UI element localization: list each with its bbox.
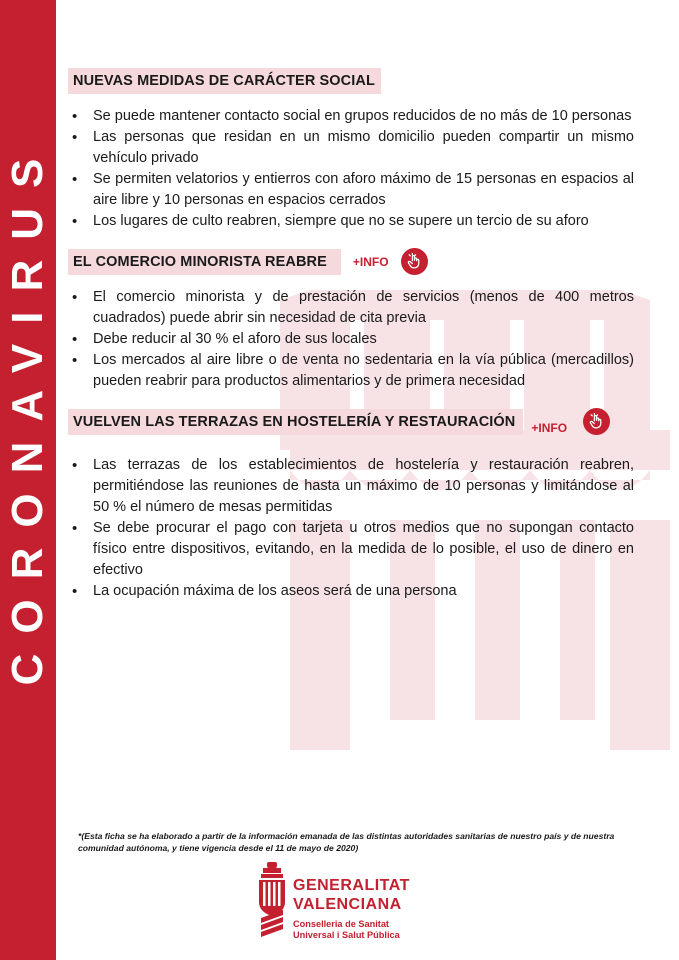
side-banner-text: CORONAVIRUS — [3, 138, 52, 686]
logo-sub-line-1: Conselleria de Sanitat — [293, 919, 389, 929]
section-title: NUEVAS MEDIDAS DE CARÁCTER SOCIAL — [68, 68, 381, 94]
list-item: • Se puede mantener contacto social en grupos reducidos de no más de 10 personas — [68, 106, 634, 127]
section-header — [68, 408, 638, 435]
list-item: • La ocupación máxima de los aseos será de una persona — [68, 581, 634, 602]
section-title: VUELVEN LAS TERRAZAS EN HOSTELERÍA Y RESTAURACIÓN — [68, 409, 523, 435]
section-social — [68, 68, 638, 232]
footnote: *(Esta ficha se ha elaborado a partir de la información emanada de las distintas autoridades sanitarias de nuestro país y de nuestra comunidad autónoma, y tiene vigencia desde el 11 de mayo de 2020) — [78, 831, 615, 853]
section-header — [68, 248, 638, 275]
section-title: EL COMERCIO MINORISTA REABRE — [68, 249, 341, 275]
logo-line-1: GENERALITAT — [293, 877, 410, 894]
section-terrazas — [68, 408, 638, 602]
section-comercio — [68, 248, 638, 392]
logo-line-2: VALENCIANA — [293, 896, 402, 913]
list-item: • Las personas que residan en un mismo domicilio pueden compartir un mismo vehículo privado — [68, 127, 634, 169]
bullet-list — [68, 106, 634, 232]
coat-of-arms-icon — [255, 862, 289, 938]
list-item: • Se permiten velatorios y entierros con aforo máximo de 15 personas en espacios al aire libre y 10 personas en espacios cerrados — [68, 169, 634, 211]
logo-sub-line-2: Universal i Salut Pública — [293, 930, 400, 940]
side-banner — [0, 0, 56, 960]
list-item: • Las terrazas de los establecimientos de hostelería y restauración reabren, permitiéndose las reuniones de hasta un máximo de 10 personas y limitándose al 50 % el número de mesas permitidas — [68, 455, 634, 518]
list-item: • Los mercados al aire libre o de venta no sedentaria en la vía pública (mercadillos) pueden reabrir para productos alimentarios y de primera necesidad — [68, 350, 634, 392]
list-item: • Debe reducir al 30 % el aforo de sus locales — [68, 329, 634, 350]
hand-pointer-icon[interactable] — [583, 408, 610, 435]
list-item: • Se debe procurar el pago con tarjeta u otros medios que no supongan contacto físico entre dispositivos, evitando, en la medida de lo posible, el uso de dinero en efectivo — [68, 518, 634, 581]
bullet-list — [68, 455, 634, 602]
logo-text — [293, 876, 410, 914]
main-content — [68, 68, 638, 602]
list-item: • Los lugares de culto reabren, siempre que no se supere un tercio de su aforo — [68, 211, 634, 232]
logo-subtitle — [293, 919, 400, 941]
info-link[interactable]: +INFO — [531, 420, 568, 435]
bullet-list — [68, 287, 634, 392]
generalitat-logo — [255, 862, 455, 950]
info-link[interactable]: +INFO — [352, 254, 389, 269]
section-header — [68, 68, 638, 94]
hand-pointer-icon[interactable] — [401, 248, 428, 275]
list-item: • El comercio minorista y de prestación de servicios (menos de 400 metros cuadrados) puede abrir sin necesidad de cita previa — [68, 287, 634, 329]
